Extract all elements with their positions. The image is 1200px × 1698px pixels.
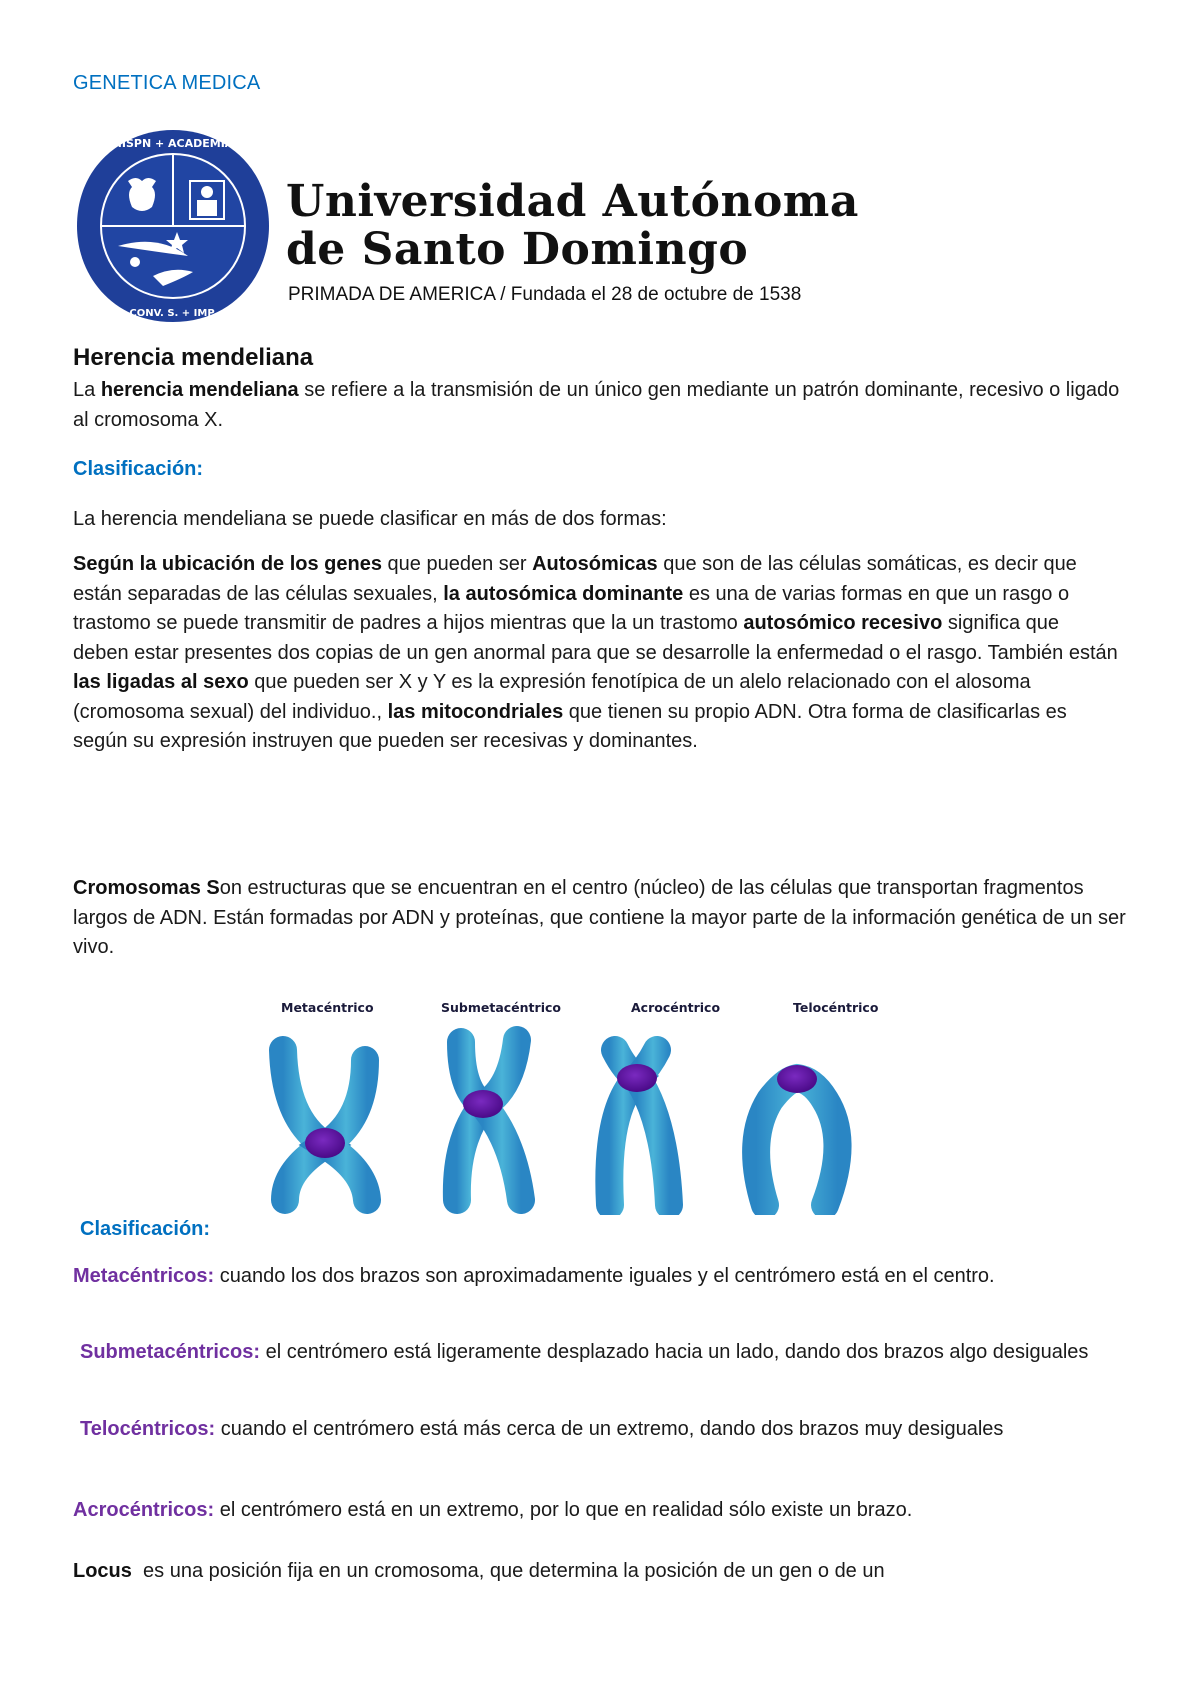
document-title: GENETICA MEDICA [73,72,261,94]
chromosome-types-figure [265,1000,925,1215]
section-heading-herencia: Herencia mendeliana [73,344,314,371]
university-name-line1: Universidad Autónoma [286,176,859,227]
figure-label-metacentrico: Metacéntrico [281,1000,374,1015]
university-banner [73,126,903,326]
term-autosomico-recesivo: autosómico recesivo [743,612,943,634]
term-ligadas-al-sexo: las ligadas al sexo [73,671,249,693]
classification-paragraph [73,550,1118,757]
intro-prefix: La [73,379,101,401]
cromosomas-paragraph [73,874,1133,963]
classification-intro: La herencia mendeliana se puede clasificar en más de dos formas: [73,508,667,530]
term-submetacentricos: Submetacéntricos: [80,1341,261,1363]
term-mitocondriales: las mitocondriales [387,700,564,723]
cromosomas-definition: on estructuras que se encuentran en el centro (núcleo) de las células que transportan fragmentos largos de ADN. Están formadas por ADN y proteínas, que contiene la mayor parte de la información genética de un ser vivo. [73,877,1126,958]
figure-label-telocentrico: Telocéntrico [793,1000,879,1015]
desc-telocentricos: cuando el centrómero está más cerca de un extremo, dando dos brazos muy desiguales [215,1418,1004,1440]
type-acrocentricos [73,1496,1133,1526]
locus-paragraph [73,1557,1133,1587]
intro-rest: se refiere a la transmisión de un único gen mediante un patrón dominante, recesivo o ligado al cromosoma X. [73,379,1120,431]
classification-heading-2: Clasificación: [80,1218,211,1240]
text-run: es una de varias formas en que un rasgo o trastomo se puede transmitir de padres a hijos mientras que la un trastomo [73,582,1070,634]
desc-acrocentricos: el centrómero está en un extremo, por lo que en realidad sólo existe un brazo. [214,1499,913,1521]
intro-paragraph [73,376,1133,435]
desc-metacentricos: cuando los dos brazos son aproximadamente iguales y el centrómero está en el centro. [214,1265,995,1287]
term-autosomicas: Autosómicas [532,553,658,575]
university-name-line2: de Santo Domingo [286,224,749,275]
text-run: significa que deben estar presentes dos copias de un gen anormal para que se desarrolle la enfermedad o el rasgo. También están [73,612,1118,664]
term-telocentricos: Telocéntricos: [80,1418,216,1440]
locus-definition: es una posición fija en un cromosoma, que determina la posición de un gen o de un [131,1560,885,1582]
type-submetacentricos [80,1338,1135,1368]
text-run: que pueden ser [381,553,533,575]
chromosome-illustration-icon [265,1000,925,1215]
classification-heading-1: Clasificación: [73,458,204,480]
type-telocentricos [80,1415,1080,1445]
intro-bold-term: herencia mendeliana [100,379,299,401]
figure-label-submetacentrico: Submetacéntrico [441,1000,561,1015]
figure-label-acrocentrico: Acrocéntrico [631,1000,721,1015]
text-run: que pueden ser X y Y es la expresión fenotípica de un alelo relacionado con el alosoma (cromosoma sexual) del individuo., [73,671,1031,723]
text-run: que son de las células somáticas, es decir que están separadas de las células sexuales, [73,553,1077,605]
term-metacentricos: Metacéntricos: [73,1265,215,1287]
text-run: que tienen su propio ADN. Otra forma de clasificarlas es según su expresión instruyen que pueden ser recesivas y dominantes. [73,700,1067,752]
term-cromosomas: Cromosomas S [73,877,220,899]
desc-submetacentricos: el centrómero está ligeramente desplazado hacia un lado, dando dos brazos algo desiguales [260,1341,1089,1363]
svg-text:CONV. S. + IMP.: CONV. S. + IMP. [129,308,217,319]
term-acrocentricos: Acrocéntricos: [73,1499,215,1521]
svg-text:HISPN + ACADEMIA: HISPN + ACADEMIA [112,137,234,150]
university-subtitle: PRIMADA DE AMERICA / Fundada el 28 de octubre de 1538 [288,284,802,305]
university-seal-icon [73,126,273,326]
term-autosomica-dominante: la autosómica dominante [443,582,684,605]
type-metacentricos [73,1262,1133,1292]
term-locus: Locus [73,1560,132,1582]
term-ubicacion: Según la ubicación de los genes [73,553,382,575]
